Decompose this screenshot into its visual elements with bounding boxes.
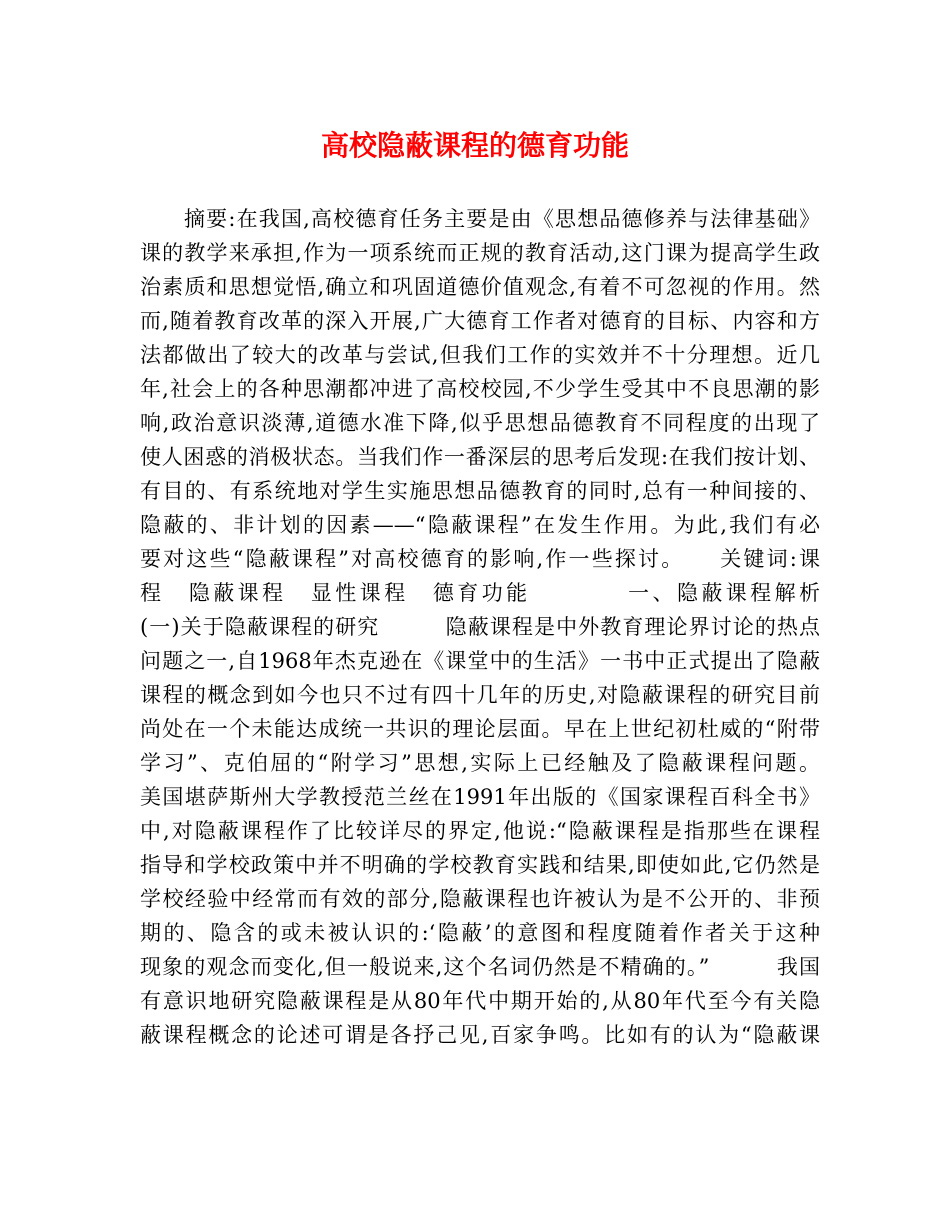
text-line: 有目的、有系统地对学生实施思想品德教育的同时,总有一种间接的、 [140,479,820,503]
text-line: 课的教学来承担,作为一项系统而正规的教育活动,这门课为提高学生政 [140,241,820,265]
text-line: 尚处在一个未能达成统一共识的理论层面。早在上世纪初杜威的“附带 [140,717,820,741]
text-line: 有意识地研究隐蔽课程是从80年代中期开始的,从80年代至今有关隐 [140,989,820,1013]
text-line: 响,政治意识淡薄,道德水准下降,似乎思想品德教育不同程度的出现了 [140,411,820,435]
text-line: 美国堪萨斯州大学教授范兰丝在1991年出版的《国家课程百科全书》 [140,785,820,809]
text-line: 法都做出了较大的改革与尝试,但我们工作的实效并不十分理想。近几 [140,343,820,367]
text-line: 课程的概念到如今也只不过有四十几年的历史,对隐蔽课程的研究目前 [140,683,820,707]
text-line: 中,对隐蔽课程作了比较详尽的界定,他说:“隐蔽课程是指那些在课程 [140,819,820,843]
text-line: 年,社会上的各种思潮都冲进了高校校园,不少学生受其中不良思潮的影 [140,377,820,401]
text-line: 期的、隐含的或未被认识的:‘隐蔽’的意图和程度随着作者关于这种 [140,921,820,945]
text-line: 蔽课程概念的论述可谓是各抒己见,百家争鸣。比如有的认为“隐蔽课 [140,1023,820,1047]
document-title: 高校隐蔽课程的德育功能 [320,129,629,162]
document-body [140,202,820,1052]
text-line: 程 隐蔽课程 显性课程 德育功能 一、隐蔽课程解析 [140,581,820,605]
text-line: 要对这些“隐蔽课程”对高校德育的影响,作一些探讨。 关键词:课 [140,547,820,571]
text-line: 学习”、克伯屈的“附学习”思想,实际上已经触及了隐蔽课程问题。 [140,751,820,775]
text-line: 问题之一,自1968年杰克逊在《课堂中的生活》一书中正式提出了隐蔽 [140,649,820,673]
text-line: 指导和学校政策中并不明确的学校教育实践和结果,即使如此,它仍然是 [140,853,820,877]
text-line: 隐蔽的、非计划的因素——“隐蔽课程”在发生作用。为此,我们有必 [140,513,820,537]
text-line: 使人困惑的消极状态。当我们作一番深层的思考后发现:在我们按计划、 [140,445,820,469]
text-line: 而,随着教育改革的深入开展,广大德育工作者对德育的目标、内容和方 [140,309,820,333]
text-line: 摘要:在我国,高校德育任务主要是由《思想品德修养与法律基础》 [184,207,820,231]
text-line: 学校经验中经常而有效的部分,隐蔽课程也许被认为是不公开的、非预 [140,887,820,911]
text-line: (一)关于隐蔽课程的研究 隐蔽课程是中外教育理论界讨论的热点 [140,615,820,639]
text-line: 治素质和思想觉悟,确立和巩固道德价值观念,有着不可忽视的作用。然 [140,275,820,299]
text-line: 现象的观念而变化,但一般说来,这个名词仍然是不精确的。” 我国 [140,955,820,979]
